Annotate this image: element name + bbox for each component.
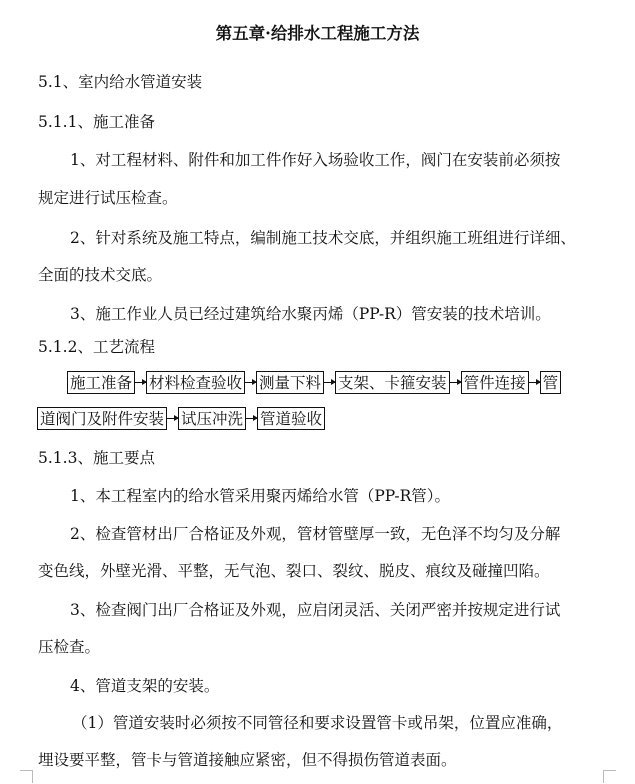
- flow-arrow-icon: [529, 382, 540, 383]
- point-item-4-1-line-1: （1）管道安装时必须按不同管径和要求设置管卡或吊架，位置应准确，: [72, 714, 563, 732]
- prep-item-1-line-2: 规定进行试压检查。: [38, 189, 178, 207]
- flow-arrow-icon: [450, 382, 461, 383]
- flow-arrow-icon: [246, 418, 257, 419]
- flow-step-valve-install-part1: 管: [540, 371, 562, 394]
- process-flow-row-1: [67, 371, 561, 394]
- flow-arrow-icon: [135, 382, 146, 383]
- process-flow-row-2: [37, 407, 325, 430]
- flow-step-valve-install-part2: 道阀门及附件安装: [37, 407, 167, 430]
- flow-step-material-check: 材料检查验收: [146, 371, 245, 394]
- prep-item-2-line-1: 2、针对系统及施工特点，编制施工技术交底，并组织施工班组进行详细、: [70, 229, 576, 247]
- point-item-2-line-2: 变色线，外壁光滑、平整，无气泡、裂口、裂纹、脱皮、痕纹及碰撞凹陷。: [38, 562, 550, 580]
- crop-mark-bottom-right: [603, 770, 616, 783]
- point-item-4-1-line-2: 埋设要平整，管卡与管道接触应紧密，但不得损伤管道表面。: [38, 751, 457, 769]
- flow-step-fitting-connect: 管件连接: [461, 371, 529, 394]
- section-heading-5-1-1: 5.1.1、施工准备: [38, 113, 155, 131]
- point-item-2-line-1: 2、检查管材出厂合格证及外观，管材管壁厚一致，无色泽不均匀及分解: [70, 525, 561, 543]
- point-item-3-line-2: 压检查。: [38, 638, 101, 656]
- point-item-3-line-1: 3、检查阀门出厂合格证及外观，应启闭灵活、关闭严密并按规定进行试: [70, 601, 561, 619]
- section-heading-5-1: 5.1、室内给水管道安装: [38, 73, 203, 91]
- point-item-1: 1、本工程室内的给水管采用聚丙烯给水管（PP-R管）。: [70, 487, 451, 505]
- flow-step-prep: 施工准备: [67, 371, 135, 394]
- flow-step-pressure-flush: 试压冲洗: [178, 407, 246, 430]
- flow-arrow-icon: [324, 382, 335, 383]
- flow-step-bracket-install: 支架、卡箍安装: [335, 371, 450, 394]
- section-heading-5-1-2: 5.1.2、工艺流程: [38, 338, 155, 356]
- prep-item-3: 3、施工作业人员已经过建筑给水聚丙烯（PP-R）管安装的技术培训。: [70, 305, 551, 323]
- flow-step-measure-cut: 测量下料: [256, 371, 324, 394]
- chapter-title: 第五章·给排水工程施工方法: [215, 24, 420, 43]
- flow-arrow-icon: [245, 382, 256, 383]
- prep-item-1-line-1: 1、对工程材料、附件和加工件作好入场验收工作，阀门在安装前必须按: [70, 151, 561, 169]
- flow-step-acceptance: 管道验收: [257, 407, 325, 430]
- prep-item-2-line-2: 全面的技术交底。: [38, 266, 163, 284]
- crop-mark-bottom-left: [20, 770, 33, 783]
- point-item-4: 4、管道支架的安装。: [70, 677, 220, 695]
- section-heading-5-1-3: 5.1.3、施工要点: [38, 449, 155, 467]
- flow-arrow-icon: [167, 418, 178, 419]
